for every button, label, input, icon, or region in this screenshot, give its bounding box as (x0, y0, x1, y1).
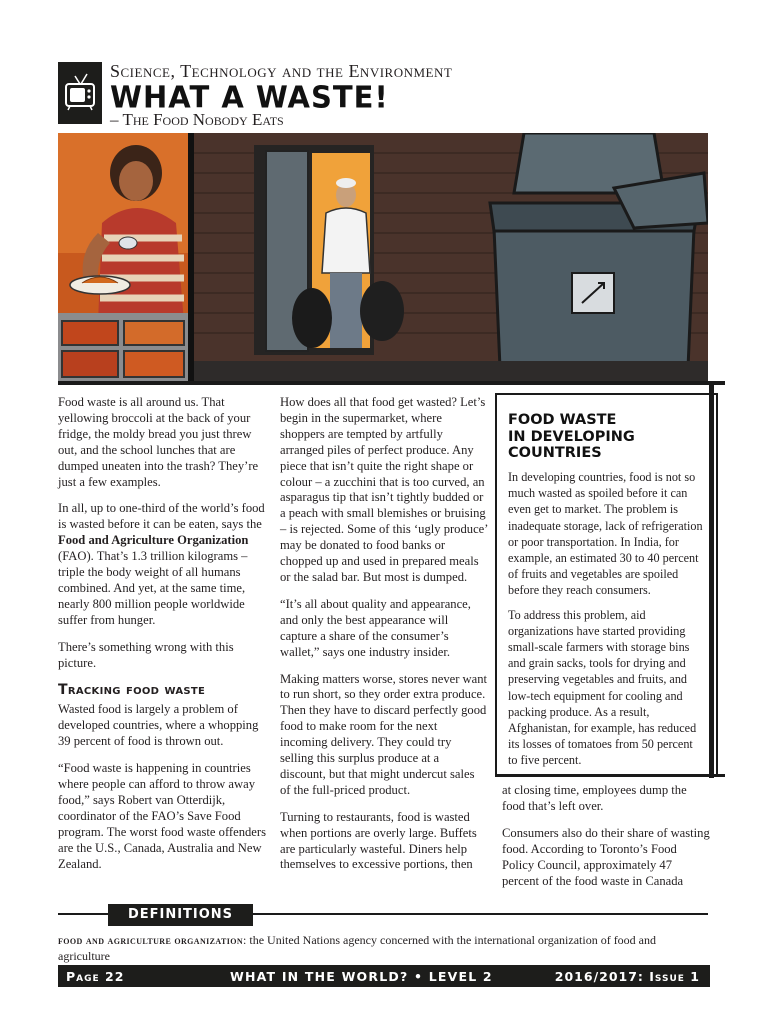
article-column-2 (280, 395, 488, 884)
paragraph: Turning to restaurants, food is wasted when portions are overly large. Buffets are particularly wasteful. Diners help themselves to excessive portions, then (280, 809, 477, 872)
paragraph: Wasted food is largely a problem of developed countries, where a whopping 39 percent of food is thrown out. (58, 702, 259, 749)
woman-serving-food-illustration (58, 133, 188, 383)
definition-term: food and agriculture organization (58, 935, 244, 947)
tv-icon (58, 62, 102, 124)
paragraph: Food waste is all around us. That yellowing broccoli at the back of your fridge, the moldy bread you just threw out, and the school lunches that are dumped uneaten into the trash? They’re just a few examples. (58, 395, 259, 489)
paragraph: To address this problem, aid organizations have started providing small-scale farmers with storage bins and grain sacks, tools for drying and preserving vegetables and fruits, and low-tech equipment for cooling and packing produce. As a result, Afghanistan, for example, has reduced its losses of tomatoes from 50 percent to five percent. (508, 607, 697, 768)
page-subtitle: – The Food Nobody Eats (110, 110, 284, 129)
section-heading: Tracking food waste (58, 681, 206, 698)
illustration-bottom-rule (58, 381, 725, 385)
article-column-3 (502, 783, 712, 900)
publication-name: WHAT IN THE WORLD? • LEVEL 2 (230, 969, 493, 984)
paragraph: Consumers also do their share of wasting food. According to Toronto’s Food Policy Council, approximately 47 percent of the food waste in Canada (502, 825, 710, 888)
glossary-term: Food and Agriculture Organization (58, 533, 249, 548)
sidebar-rule-vertical (709, 382, 714, 778)
paragraph: How does all that food get wasted? Let’s begin in the supermarket, where shoppers are tempted by artfully arranged piles of perfect produce. Any piece that isn’t quite the right shape or colour – a zucchini that is too curved, an asparagus tip that isn’t tightly budded or a peach with small blemishes or bruising – is rejected. Some of this ‘ugly produce’ may be donated to food banks or chopped up and used in prepared meals or the salad bar. But most is dumped. (280, 395, 488, 584)
paragraph: “It’s all about quality and appearance, and only the best appearance will capture a share of the consumer’s wallet,” says one industry insider. (280, 596, 471, 659)
definitions-tab: DEFINITIONS (108, 904, 253, 926)
sidebar-body (508, 469, 704, 777)
definition-entry: food and agriculture organization: the United Nations agency concerned with the international organization of food and agriculture (58, 933, 657, 963)
header-illustration (58, 133, 708, 383)
paragraph: In developing countries, food is not so much wasted as spoiled before it can even get to market. The problem is inadequate storage, lack of refrigeration or poor transportation. In India, for example, an estimated 30 to 40 percent of fruits and vegetables are spoiled before they reach consumers. (508, 470, 703, 598)
page-title: WHAT A WASTE! (110, 79, 389, 115)
paragraph: In all, up to one-third of the world’s food is wasted before it can be eaten, says the Food and Agriculture Organization (FAO). That’s 1.3 trillion kilograms – triple the body weight of all humans combined. And yet, at the same time, nearly 800 million people worldwide suffer from hunger. (58, 501, 265, 627)
sidebar-title: FOOD WASTE IN DEVELOPING COUNTRIES (508, 412, 635, 461)
paragraph: Making matters worse, stores never want to run short, so they order extra produce. Then they have to discard perfectly good food to make room for the next incoming delivery. They could try selling this surplus produce at a discount, but that might undercut sales of the full-priced product. (280, 671, 488, 797)
paragraph: “Food waste is happening in countries where people can afford to throw away food,” says Robert van Otterdijk, coordinator of the FAO’s Save Food program. The worst food waste offenders are the U.S., Canada, Australia and New Zealand. (58, 761, 266, 871)
alley-dumpster-illustration (194, 133, 708, 383)
page-footer (58, 965, 710, 987)
issue-label: 2016/2017: Issue 1 (554, 969, 700, 984)
paragraph: at closing time, employees dump the food that’s left over. (502, 783, 687, 813)
article-column-1 (58, 395, 270, 883)
paragraph: There’s something wrong with this picture. (58, 639, 234, 670)
page-number: Page 22 (66, 969, 125, 984)
tv-logo (58, 62, 102, 124)
section-kicker: Science, Technology and the Environment (110, 61, 453, 81)
